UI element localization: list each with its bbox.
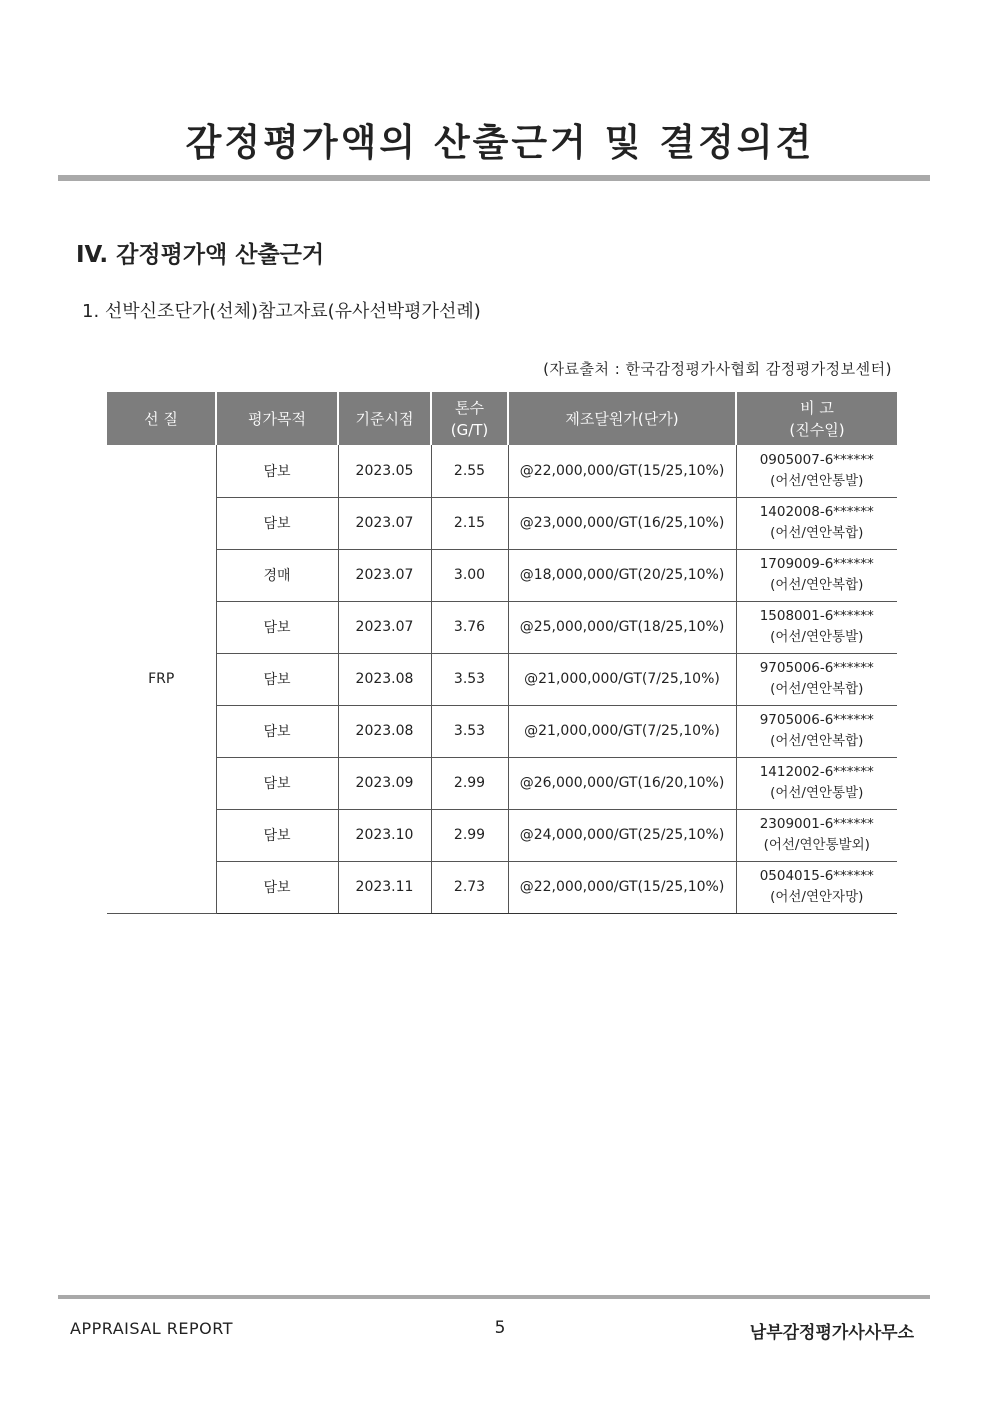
cell-price: @26,000,000/GT(16/20,10%)	[508, 757, 736, 809]
table-row	[107, 601, 897, 653]
cell-date: 2023.08	[338, 705, 431, 757]
remark-vessel-type: (어선/연안통발)	[770, 785, 864, 801]
cell-date: 2023.07	[338, 549, 431, 601]
header-remark-line1: 비 고	[800, 398, 834, 417]
cell-remark	[736, 705, 897, 757]
cell-date: 2023.10	[338, 809, 431, 861]
cell-date: 2023.08	[338, 653, 431, 705]
cell-price: @25,000,000/GT(18/25,10%)	[508, 601, 736, 653]
cell-price: @18,000,000/GT(20/25,10%)	[508, 549, 736, 601]
remark-vessel-type: (어선/연안통발)	[770, 629, 864, 645]
cell-date: 2023.07	[338, 497, 431, 549]
remark-registration-id: 9705006-6******	[759, 660, 874, 676]
cell-price: @22,000,000/GT(15/25,10%)	[508, 861, 736, 913]
cell-remark	[736, 497, 897, 549]
table-header-row	[107, 392, 897, 445]
remark-registration-id: 1402008-6******	[759, 504, 874, 520]
remark-vessel-type: (어선/연안복합)	[770, 733, 864, 749]
cell-purpose: 담보	[216, 601, 338, 653]
cell-date: 2023.11	[338, 861, 431, 913]
cell-date: 2023.09	[338, 757, 431, 809]
header-remark	[736, 392, 897, 445]
footer-divider	[58, 1295, 930, 1299]
cell-tonnage: 3.00	[431, 549, 508, 601]
header-material: 선 질	[107, 392, 216, 445]
cell-tonnage: 2.73	[431, 861, 508, 913]
cell-purpose: 경매	[216, 549, 338, 601]
source-note: (자료출처 : 한국감정평가사협회 감정평가정보센터)	[543, 360, 892, 378]
cell-date: 2023.05	[338, 445, 431, 497]
header-tonnage-line2: (G/T)	[450, 420, 489, 439]
cell-remark	[736, 757, 897, 809]
table-row	[107, 549, 897, 601]
cell-price: @21,000,000/GT(7/25,10%)	[508, 705, 736, 757]
footer-office-name: 남부감정평가사사무소	[749, 1323, 914, 1343]
section-heading: IV. 감정평가액 산출근거	[76, 242, 325, 268]
remark-vessel-type: (어선/연안통발외)	[763, 837, 870, 853]
cell-tonnage: 2.55	[431, 445, 508, 497]
footer-report-label: APPRAISAL REPORT	[70, 1319, 233, 1338]
header-tonnage	[431, 392, 508, 445]
remark-registration-id: 0504015-6******	[759, 868, 874, 884]
cell-remark	[736, 549, 897, 601]
table-row	[107, 861, 897, 913]
cell-price: @24,000,000/GT(25/25,10%)	[508, 809, 736, 861]
cell-tonnage: 3.76	[431, 601, 508, 653]
cell-remark	[736, 445, 897, 497]
table-row	[107, 445, 897, 497]
cell-purpose: 담보	[216, 809, 338, 861]
cell-tonnage: 3.53	[431, 653, 508, 705]
cell-purpose: 담보	[216, 757, 338, 809]
cell-purpose: 담보	[216, 497, 338, 549]
remark-registration-id: 1508001-6******	[759, 608, 874, 624]
header-tonnage-line1: 톤수	[455, 398, 484, 417]
appraisal-precedent-table	[107, 392, 897, 914]
table-row	[107, 497, 897, 549]
cell-price: @21,000,000/GT(7/25,10%)	[508, 653, 736, 705]
header-purpose: 평가목적	[216, 392, 338, 445]
cell-remark	[736, 601, 897, 653]
cell-tonnage: 2.99	[431, 757, 508, 809]
remark-vessel-type: (어선/연안자망)	[770, 889, 864, 905]
table-row	[107, 653, 897, 705]
cell-purpose: 담보	[216, 653, 338, 705]
title-divider	[58, 175, 930, 181]
page-title: 감정평가액의 산출근거 및 결정의견	[185, 121, 815, 164]
table-body	[107, 445, 897, 913]
remark-vessel-type: (어선/연안복합)	[770, 525, 864, 541]
remark-registration-id: 9705006-6******	[759, 712, 874, 728]
page-number: 5	[494, 1318, 506, 1338]
cell-tonnage: 2.99	[431, 809, 508, 861]
cell-purpose: 담보	[216, 705, 338, 757]
cell-tonnage: 3.53	[431, 705, 508, 757]
header-date: 기준시점	[338, 392, 431, 445]
table-row	[107, 705, 897, 757]
remark-registration-id: 0905007-6******	[759, 451, 874, 468]
remark-vessel-type: (어선/연안복합)	[770, 577, 864, 593]
cell-remark	[736, 809, 897, 861]
remark-registration-id: 1412002-6******	[759, 764, 874, 780]
header-remark-line2: (진수일)	[789, 420, 845, 439]
remark-vessel-type: (어선/연안복합)	[770, 681, 864, 697]
cell-remark	[736, 653, 897, 705]
table-row	[107, 757, 897, 809]
cell-price: @23,000,000/GT(16/25,10%)	[508, 497, 736, 549]
remark-registration-id: 1709009-6******	[759, 556, 874, 572]
cell-price: @22,000,000/GT(15/25,10%)	[508, 445, 736, 497]
cell-date: 2023.07	[338, 601, 431, 653]
cell-remark	[736, 861, 897, 913]
cell-purpose: 담보	[216, 445, 338, 497]
cell-material: FRP	[107, 445, 216, 913]
cell-tonnage: 2.15	[431, 497, 508, 549]
remark-registration-id: 2309001-6******	[759, 816, 874, 832]
header-price: 제조달원가(단가)	[508, 392, 736, 445]
remark-vessel-type: (어선/연안통발)	[770, 472, 864, 489]
table-row	[107, 809, 897, 861]
cell-purpose: 담보	[216, 861, 338, 913]
sub-heading: 1. 선박신조단가(선체)참고자료(유사선박평가선례)	[82, 301, 481, 322]
